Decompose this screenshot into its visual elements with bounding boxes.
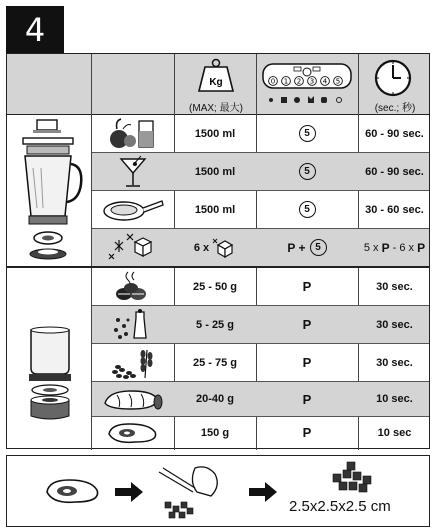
meat-icon (92, 417, 174, 448)
table-row (92, 306, 429, 344)
speed-setting: P (302, 279, 312, 294)
time: 10 sec. (376, 393, 413, 405)
pepper-mill-icon (92, 306, 174, 343)
speed-setting (256, 229, 358, 266)
table-row (92, 268, 429, 306)
blender-jar-illustration (17, 118, 85, 260)
speed-setting (256, 115, 358, 152)
time: 5 x P - 6 x P (363, 240, 426, 255)
speed-circle: 5 (299, 125, 316, 142)
time: 30 sec. (376, 280, 413, 293)
svg-text:1: 1 (283, 77, 289, 86)
ice-cube-icon (212, 237, 236, 259)
table-row (92, 191, 429, 229)
speed-circle: 5 (299, 201, 316, 218)
speed-circle: 5 (310, 239, 327, 256)
svg-text:0: 0 (270, 77, 276, 86)
time: 30 sec. (376, 356, 413, 369)
weight-unit: Kg (209, 77, 223, 88)
table-row (92, 153, 429, 191)
mill-illustration (25, 324, 75, 424)
cutting-meat-icon (155, 462, 225, 522)
amount: 1500 ml (194, 165, 236, 178)
amount: 20-40 g (196, 393, 234, 405)
meat-cubes-icon (325, 460, 381, 496)
table-row (92, 382, 429, 417)
table-row (92, 229, 429, 266)
frying-pan-icon (92, 191, 174, 228)
table-row (92, 344, 429, 382)
cocktail-icon (92, 153, 174, 190)
svg-text:5: 5 (335, 77, 341, 86)
speed-dial-icon (261, 62, 353, 106)
page-number: 4 (24, 11, 46, 49)
cube-dimensions: 2.5x2.5x2.5 cm (289, 498, 391, 515)
meat-icon (43, 476, 103, 508)
time: 30 - 60 sec. (365, 203, 424, 216)
svg-text:4: 4 (322, 77, 328, 86)
amount (174, 229, 256, 266)
amount-prefix: 6 x (193, 241, 210, 254)
amount: 5 - 25 g (196, 318, 234, 331)
pulse-prefix: P + (287, 240, 306, 255)
time: 10 sec (377, 426, 412, 439)
bread-icon (92, 382, 174, 416)
speed-setting (256, 153, 358, 190)
speed-setting: P (302, 391, 312, 407)
usage-table (6, 53, 430, 449)
clock-icon (373, 58, 413, 98)
amount: 25 - 50 g (192, 280, 238, 293)
speed-circle: 5 (299, 163, 316, 180)
speed-setting: P (302, 317, 312, 332)
amount: 1500 ml (194, 203, 236, 216)
time: 30 sec. (376, 318, 413, 331)
speed-setting: P (302, 355, 312, 370)
speed-setting: P (302, 425, 312, 440)
svg-text:3: 3 (309, 77, 315, 86)
weight-caption: (MAX; 最大) (189, 103, 243, 114)
table-row (92, 115, 429, 153)
grains-icon (92, 344, 174, 381)
arrow-right-icon (249, 482, 277, 502)
arrow-right-icon (115, 482, 143, 502)
table-row (92, 417, 429, 448)
amount: 1500 ml (194, 127, 236, 140)
amount: 25 - 75 g (192, 356, 238, 369)
coffee-beans-icon (92, 268, 174, 305)
speed-setting (256, 191, 358, 228)
time-caption: (sec.; 秒) (374, 103, 416, 114)
weight-icon (197, 58, 235, 94)
amount: 150 g (200, 426, 230, 439)
time: 60 - 90 sec. (365, 165, 424, 178)
time: 60 - 90 sec. (365, 127, 424, 140)
page-number-badge (6, 6, 64, 54)
vegetables-juice-icon (92, 115, 174, 152)
svg-text:2: 2 (296, 77, 302, 86)
meat-cutting-instruction (6, 455, 430, 527)
ice-cubes-icon (92, 229, 174, 266)
